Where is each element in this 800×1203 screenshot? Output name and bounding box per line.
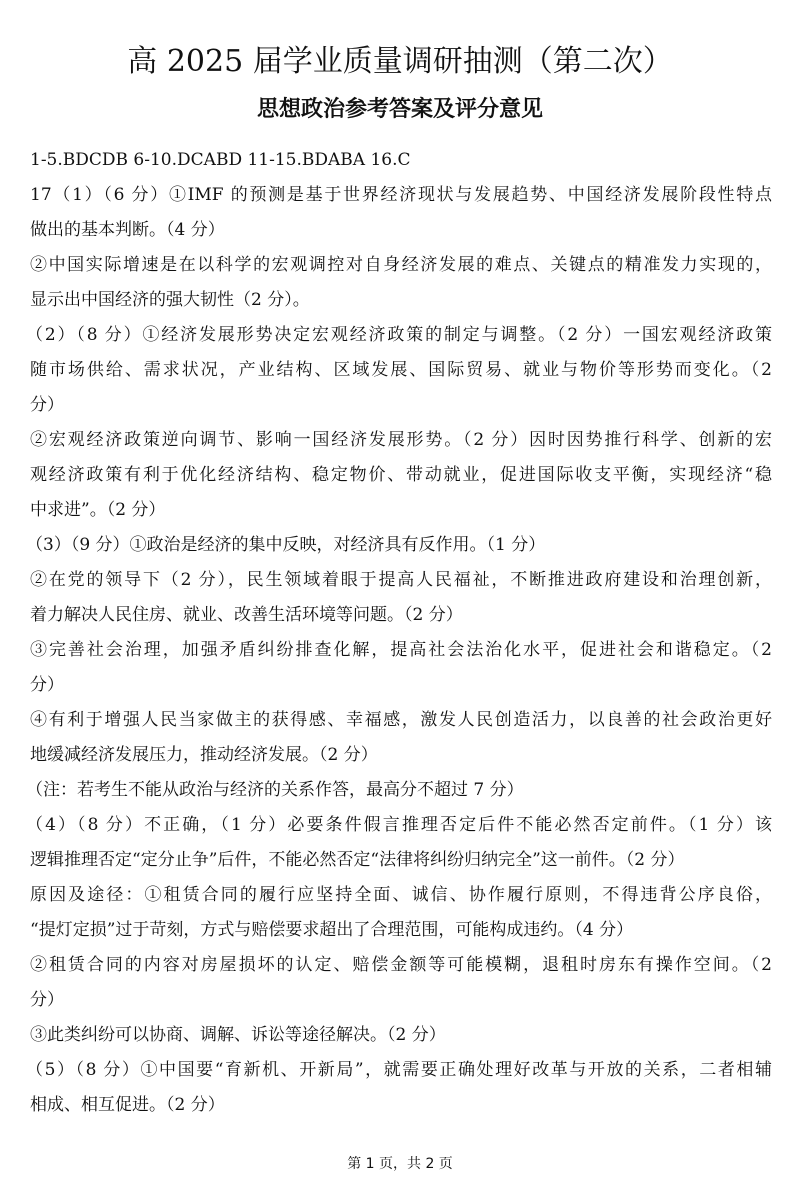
q17-4-line-4: “提灯定损”过于苛刻，方式与赔偿要求超出了合理范围，可能构成违约。（4 分） — [30, 920, 634, 940]
q17-4-line-3: 原因及途径：①租赁合同的履行应坚持全面、诚信、协作履行原则，不得违背公序良俗， — [30, 885, 772, 905]
q17-2-line-6: 中求进”。（2 分） — [30, 500, 166, 520]
q17-2-line-1: （2）（8 分）①经济发展形势决定宏观经济政策的制定与调整。（2 分）一国宏观经济政策 — [26, 325, 772, 345]
q17-2-line-2: 随市场供给、需求状况，产业结构、区域发展、国际贸易、就业与物价等形势而变化。（2 — [30, 360, 772, 380]
q17-4-line-1: （4）（8 分）不正确，（1 分）必要条件假言推理否定后件不能必然否定前件。（1 分）该 — [26, 815, 772, 835]
q17-1-line-1: 17（1）（6 分）①IMF 的预测是基于世界经济现状与发展趋势、中国经济发展阶段性特点 — [30, 185, 772, 205]
q17-2-line-3: 分） — [30, 395, 64, 415]
q17-3-note: （注：若考生不能从政治与经济的关系作答，最高分不超过 7 分） — [26, 780, 524, 800]
q17-2-line-5: 观经济政策有利于优化经济结构、稳定物价、带动就业，促进国际收支平衡，实现经济“稳 — [30, 465, 772, 485]
page-subtitle: 思想政治参考答案及评分意见 — [256, 97, 543, 122]
q17-4-line-6: 分） — [30, 990, 64, 1010]
q17-1-line-2: 做出的基本判断。（4 分） — [30, 220, 225, 240]
q17-4-line-2: 逻辑推理否定“定分止争”后件，不能必然否定“法律将纠纷归纳完全”这一前件。（2 分） — [30, 850, 685, 870]
q17-4-line-7: ③此类纠纷可以协商、调解、诉讼等途径解决。（2 分） — [30, 1025, 446, 1045]
q17-1-line-4: 显示出中国经济的强大韧性（2 分）。 — [30, 290, 310, 310]
page-title: 高 2025 届学业质量调研抽测（第二次） — [127, 44, 673, 79]
answer-content — [26, 143, 772, 1123]
page-number: 第 1 页，共 2 页 — [347, 1156, 453, 1172]
q17-3-line-7: 地缓减经济发展压力，推动经济发展。（2 分） — [30, 745, 378, 765]
q17-3-line-4: ③完善社会治理，加强矛盾纠纷排查化解，提高社会法治化水平，促进社会和谐稳定。（2 — [30, 640, 772, 660]
q17-3-line-5: 分） — [30, 675, 64, 695]
q17-3-line-1: （3）（9 分）①政治是经济的集中反映，对经济具有反作用。（1 分） — [26, 535, 546, 555]
q17-3-line-2: ②在党的领导下（2 分），民生领域着眼于提高人民福祉，不断推进政府建设和治理创新， — [30, 570, 772, 590]
multiple-choice-answers: 1-5.BDCDB 6-10.DCABD 11-15.BDABA 16.C — [30, 150, 411, 170]
q17-1-line-3: ②中国实际增速是在以科学的宏观调控对自身经济发展的难点、关键点的精准发力实现的， — [30, 255, 772, 275]
q17-3-line-3: 着力解决人民住房、就业、改善生活环境等问题。（2 分） — [30, 605, 463, 625]
q17-5-line-1: （5）（8 分）①中国要“育新机、开新局”，就需要正确处理好改革与开放的关系，二者相辅 — [26, 1060, 772, 1080]
q17-5-line-2: 相成、相互促进。（2 分） — [30, 1095, 225, 1115]
q17-4-line-5: ②租赁合同的内容对房屋损坏的认定、赔偿金额等可能模糊，退租时房东有操作空间。（2 — [30, 955, 772, 975]
q17-2-line-4: ②宏观经济政策逆向调节、影响一国经济发展形势。（2 分）因时因势推行科学、创新的宏 — [30, 430, 772, 450]
q17-3-line-6: ④有利于增强人民当家做主的获得感、幸福感，激发人民创造活力，以良善的社会政治更好 — [30, 710, 772, 730]
